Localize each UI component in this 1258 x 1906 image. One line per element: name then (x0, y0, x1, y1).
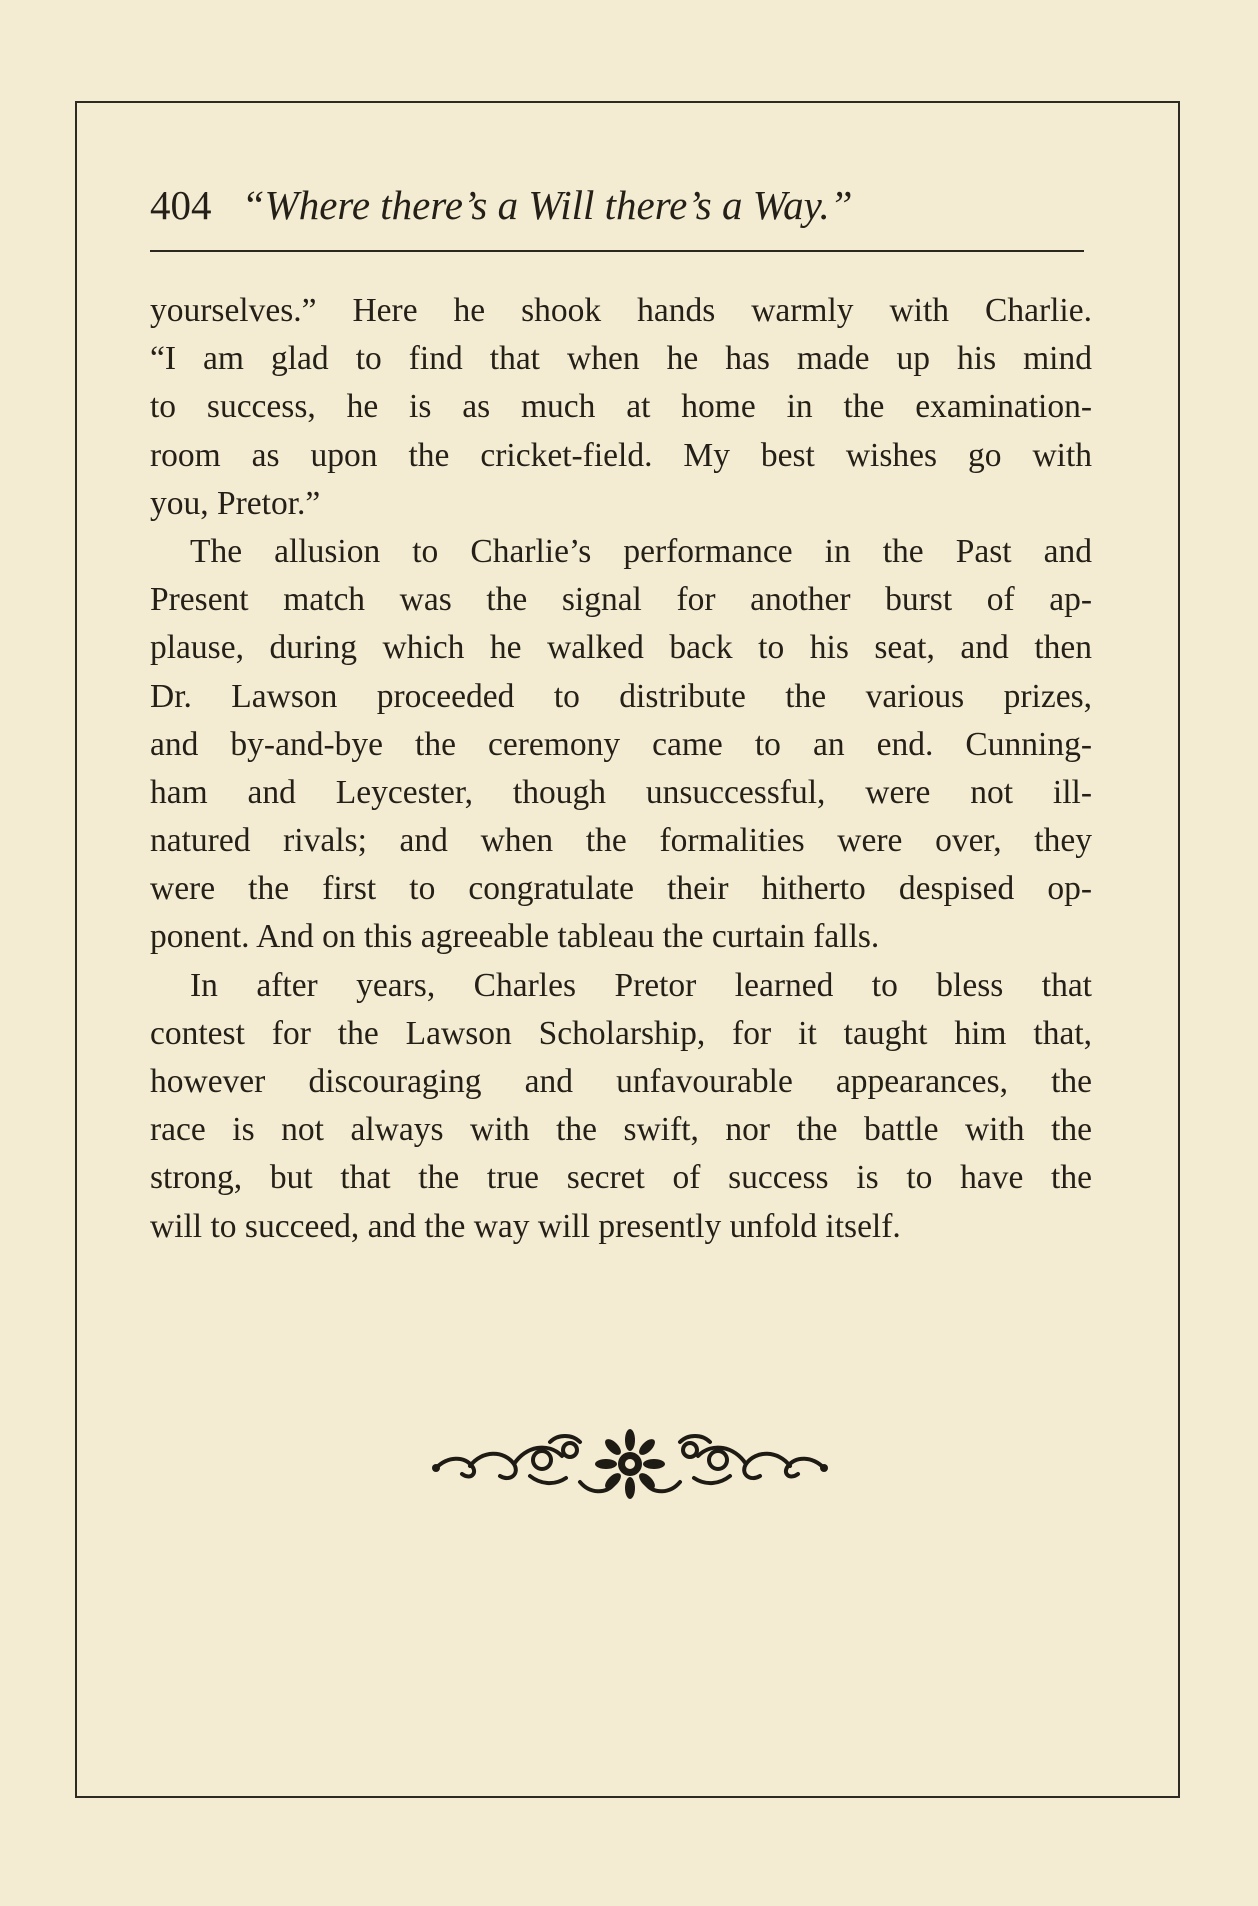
text-line: to success, he is as much at home in the examination- (150, 388, 1092, 426)
text-line: In after years, Charles Pretor learned to bless that (190, 966, 1092, 1004)
text-line: contest for the Lawson Scholarship, for it taught him that, (150, 1014, 1092, 1052)
floral-tailpiece-icon (430, 1420, 830, 1500)
text-line: race is not always with the swift, nor the battle with the (150, 1111, 1092, 1149)
text-line: yourselves.” Here he shook hands warmly with Charlie. (150, 292, 1092, 329)
text-line: “I am glad to find that when he has made up his mind (150, 340, 1092, 378)
body-text (150, 287, 1092, 1251)
text-line: were the first to congratulate their hitherto despised op- (150, 870, 1092, 908)
text-line: Present match was the signal for another burst of ap- (150, 581, 1092, 619)
text-line: Dr. Lawson proceeded to distribute the various prizes, (150, 677, 1092, 715)
running-title: “Where there’s a Will there’s a Way.” (241, 182, 853, 228)
text-line: you, Pretor.” (150, 484, 321, 522)
text-line: room as upon the cricket-field. My best wishes go with (150, 436, 1092, 474)
text-line: ham and Leycester, though unsuccessful, were not ill- (150, 773, 1092, 811)
text-line: ponent. And on this agreeable tableau the curtain falls. (150, 918, 880, 956)
header-rule (150, 250, 1084, 252)
running-header (150, 180, 1084, 230)
text-line: strong, but that the true secret of success is to have the (150, 1159, 1092, 1197)
text-line: The allusion to Charlie’s performance in the Past and (190, 532, 1092, 570)
text-line: plause, during which he walked back to his seat, and then (150, 629, 1092, 667)
text-line: however discouraging and unfavourable appearances, the (150, 1063, 1092, 1100)
text-line: natured rivals; and when the formalities were over, they (150, 822, 1092, 860)
page-number: 404 (150, 182, 212, 228)
text-line: and by-and-bye the ceremony came to an end. Cunning- (150, 725, 1092, 763)
text-line: will to succeed, and the way will presently unfold itself. (150, 1207, 901, 1245)
